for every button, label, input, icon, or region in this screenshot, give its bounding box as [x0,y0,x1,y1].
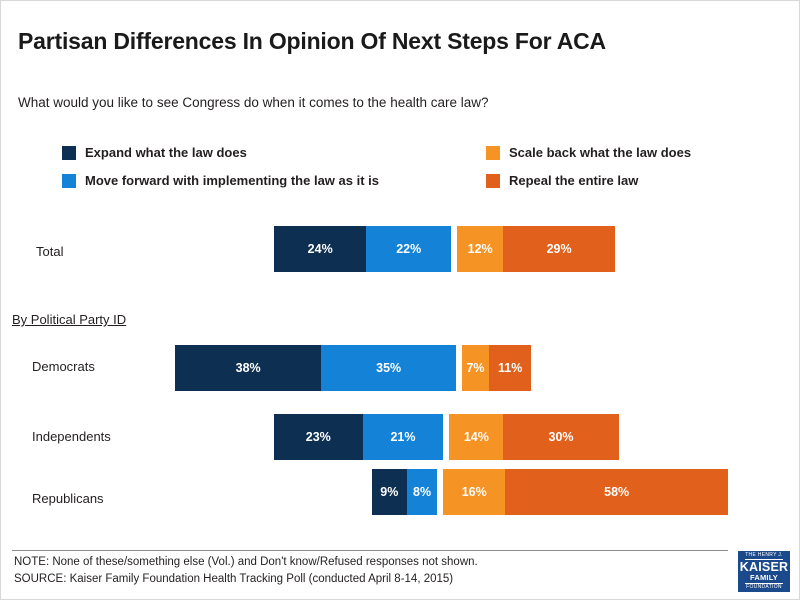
bar-segment-total-move-forward: 22% [366,226,451,272]
logo-line-4: FOUNDATION [746,583,782,590]
bar-segment-total-expand: 24% [274,226,366,272]
row-label-total: Total [36,244,64,259]
bar-segment-independents-expand: 23% [274,414,363,460]
bar-segment-total-scale-back: 12% [457,226,503,272]
footer-divider [12,550,728,551]
chart-subtitle: What would you like to see Congress do when it comes to the health care law? [18,95,489,110]
row-label-democrats: Democrats [32,359,95,374]
bar-segment-republicans-move-forward: 8% [407,469,438,515]
logo-line-2: KAISER [739,560,789,575]
legend-label-repeal: Repeal the entire law [509,173,639,188]
bar-segment-independents-repeal: 30% [503,414,619,460]
bar-segment-democrats-expand: 38% [175,345,321,391]
row-label-independents: Independents [32,429,111,444]
bar-segment-republicans-scale-back: 16% [443,469,505,515]
bar-row-republicans [372,469,728,515]
legend-label-move-forward: Move forward with implementing the law as it is [85,173,379,188]
legend-label-scale-back: Scale back what the law does [509,145,692,160]
bar-segment-democrats-scale-back: 7% [462,345,489,391]
bar-row-democrats [175,345,531,391]
page-title: Partisan Differences In Opinion Of Next Steps For ACA [18,28,606,54]
bar-segment-republicans-expand: 9% [372,469,407,515]
bar-segment-republicans-repeal: 58% [505,469,728,515]
bar-segment-democrats-move-forward: 35% [321,345,456,391]
kaiser-family-foundation-logo [738,551,790,592]
logo-line-3: FAMILY [749,573,778,583]
bar-row-total [274,226,615,272]
bar-segment-total-repeal: 29% [503,226,615,272]
bar-segment-independents-move-forward: 21% [363,414,444,460]
row-label-republicans: Republicans [32,491,104,506]
legend-label-expand: Expand what the law does [85,145,247,160]
section-heading-party-id: By Political Party ID [12,312,127,327]
bar-segment-independents-scale-back: 14% [449,414,503,460]
footer-note: NOTE: None of these/something else (Vol.) and Don't know/Refused responses not shown. [14,556,478,568]
bar-segment-democrats-repeal: 11% [489,345,531,391]
logo-line-1: THE HENRY J. [745,552,783,559]
bar-row-independents [274,414,619,460]
footer-source: SOURCE: Kaiser Family Foundation Health Tracking Poll (conducted April 8-14, 2015) [14,573,454,585]
